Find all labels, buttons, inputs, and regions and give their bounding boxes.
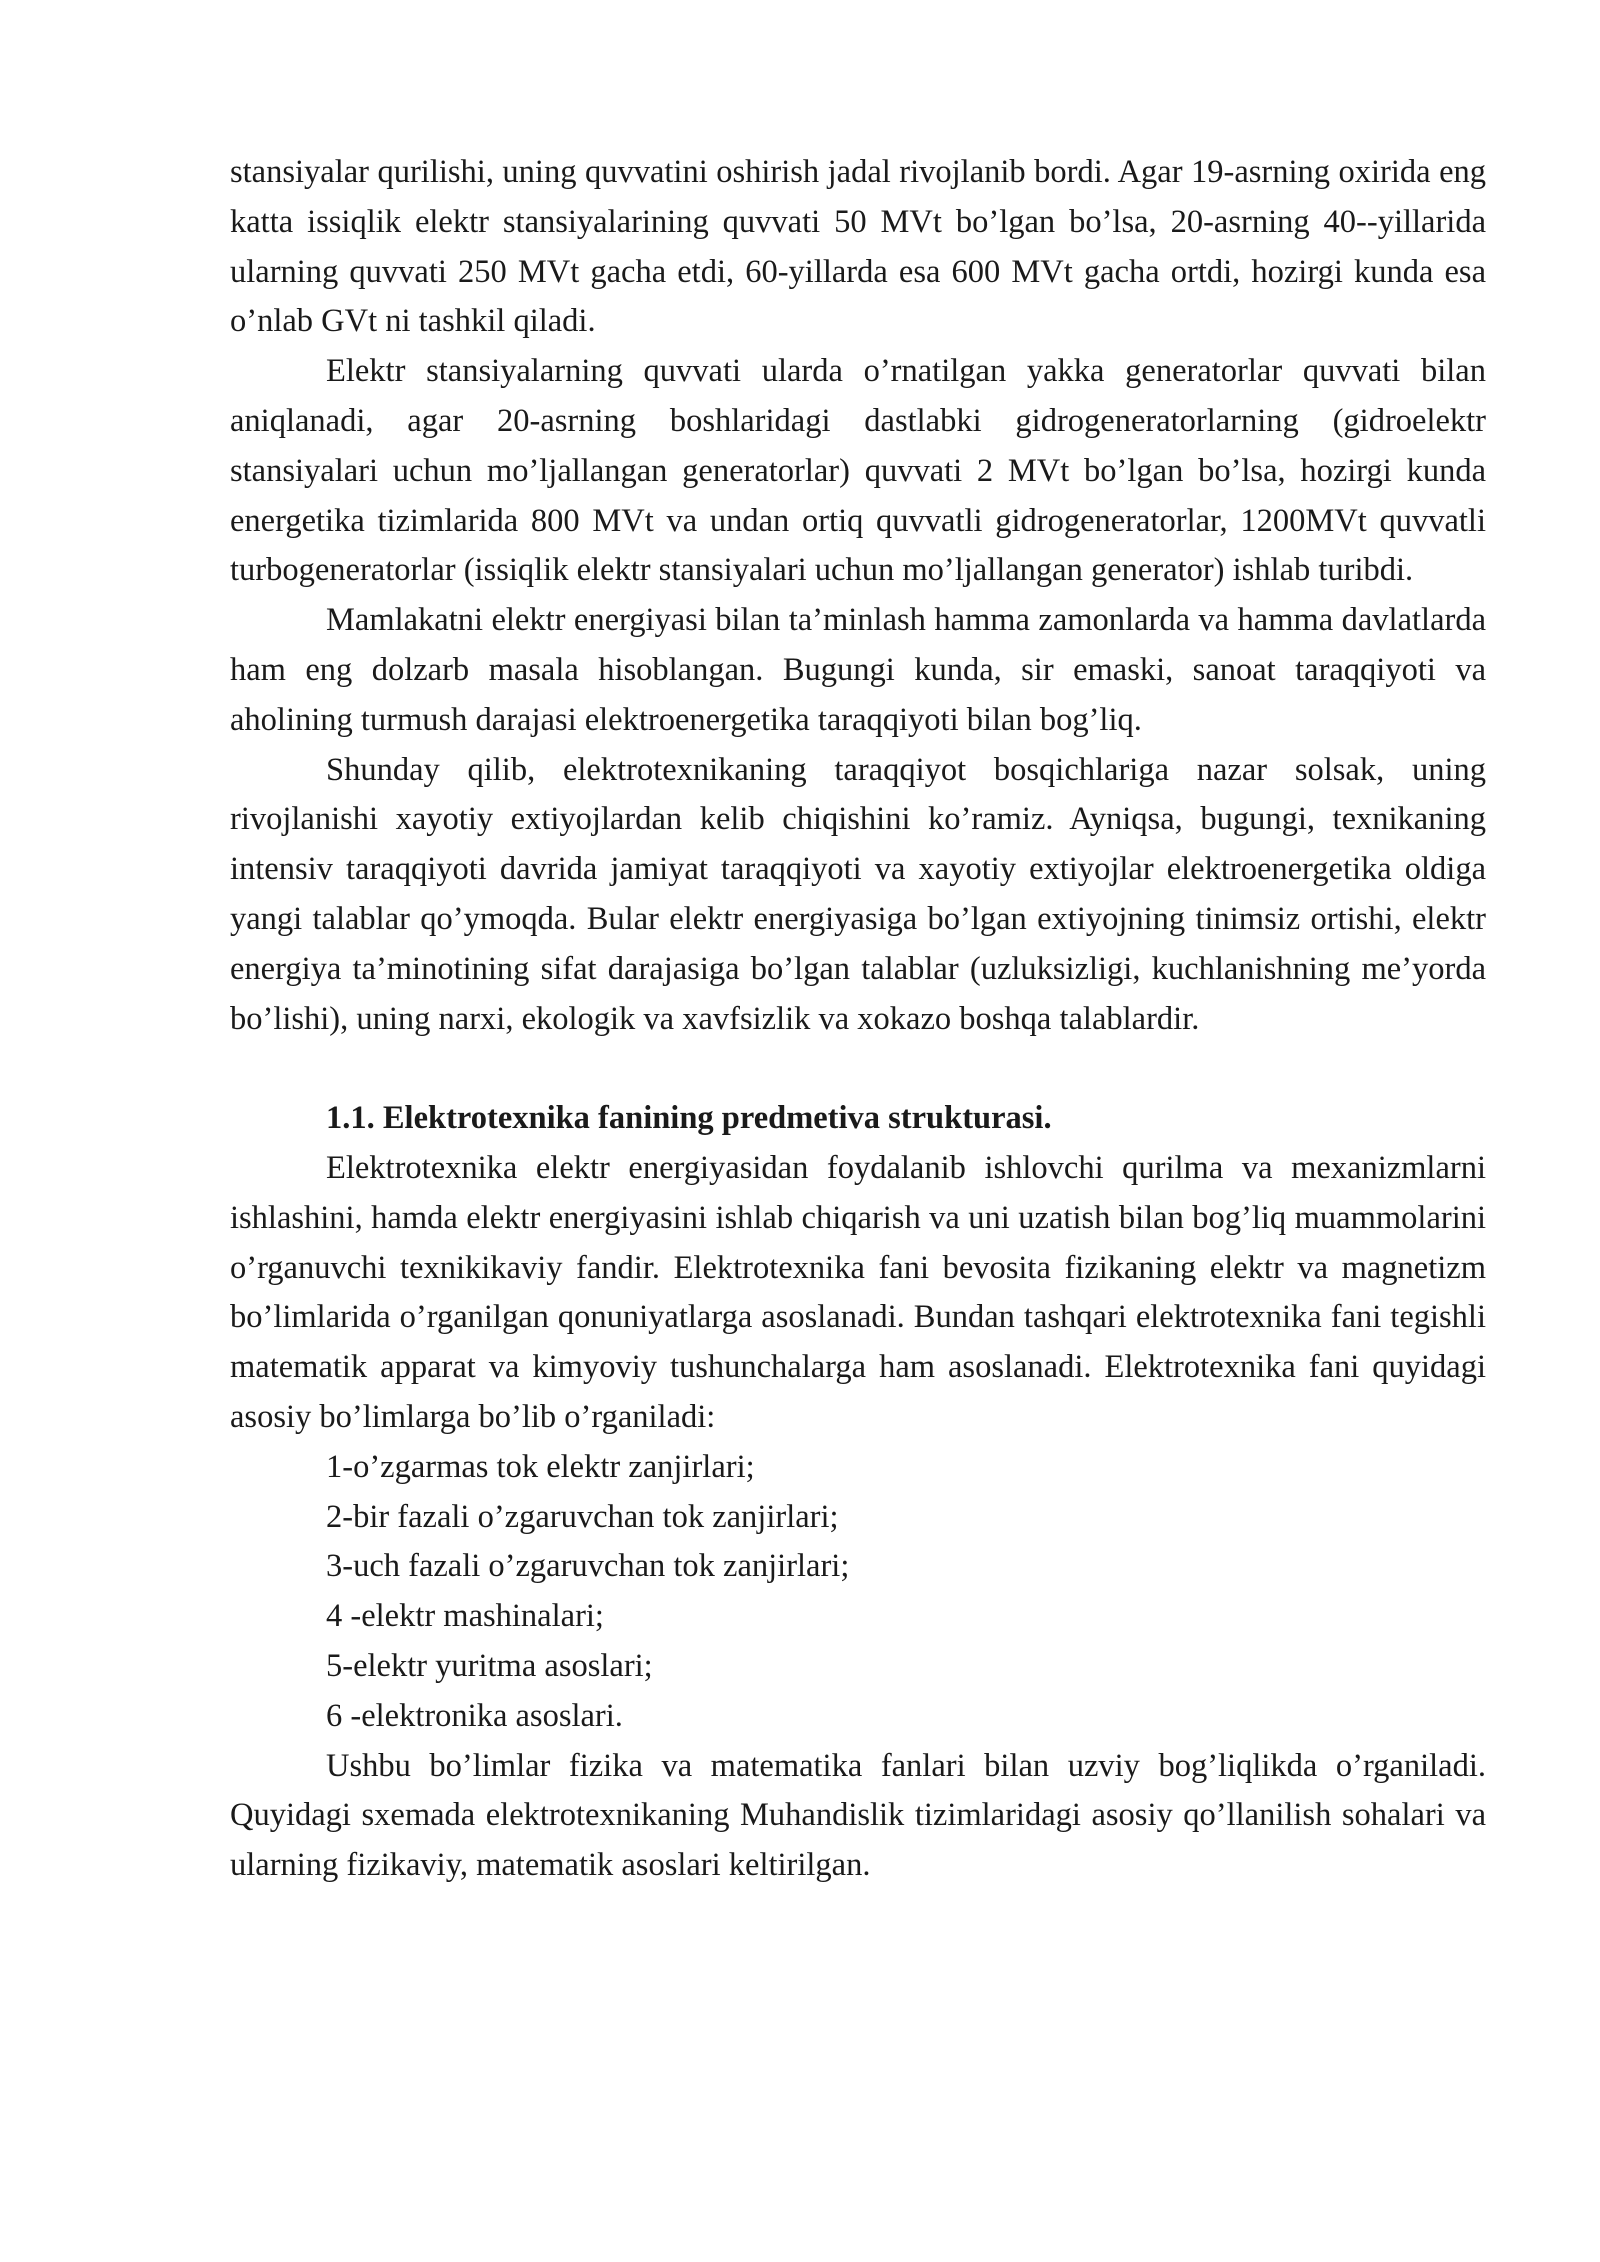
list-item: 1-o’zgarmas tok elektr zanjirlari; xyxy=(326,1448,755,1485)
document-body xyxy=(230,148,1486,1891)
paragraph-stations-growth: stansiyalar qurilishi, uning quvvatini oshirish jadal rivojlanib bordi. Agar 19-asrning oxirida eng katta issiqlik elektr stansiyalarining quvvati 50 MVt bo’lgan bo’lsa, 20-asrning 40--yillarida ularning quvvati 250 MVt gacha etdi, 60-yillarda esa 600 MVt gacha ortdi, hozirgi kunda esa o’nlab GVt ni tashkil qiladi. xyxy=(230,154,1486,340)
section-heading: 1.1. Elektrotexnika fanining predmetiva strukturasi. xyxy=(326,1100,1052,1137)
paragraph-generator-capacity: Elektr stansiyalarning quvvati ularda o’rnatilgan yakka generatorlar quvvati bilan aniqlanadi, agar 20-asrning boshlaridagi dastlabki gidrogeneratorlarning (gidroelektr stansiyalari uchun mo’ljallangan generatorlar) quvvati 2 MVt bo’lgan bo’lsa, hozirgi kunda energetika tizimlarida 800 MVt va undan ortiq quvvatli gidrogeneratorlar, 1200MVt quvvatli turbogeneratorlar (issiqlik elektr stansiyalari uchun mo’ljallangan generator) ishlab turibdi. xyxy=(230,353,1486,589)
paragraph-energy-supply: Mamlakatni elektr energiyasi bilan ta’minlash hamma zamonlarda va hamma davlatlarda ham eng dolzarb masala hisoblangan. Bugungi kunda, sir emaski, sanoat taraqqiyoti va aholining turmush darajasi elektroenergetika taraqqiyoti bilan bog’liq. xyxy=(230,602,1486,738)
list-item: 6 -elektronika asoslari. xyxy=(326,1697,623,1734)
paragraph-development-needs: Shunday qilib, elektrotexnikaning taraqqiyot bosqichlariga nazar solsak, uning rivojlanishi xayotiy extiyojlardan kelib chiqishini ko’ramiz. Ayniqsa, bugungi, texnikaning intensiv taraqqiyoti davrida jamiyat taraqqiyoti va xayotiy extiyojlar elektroenergetika oldiga yangi talablar qo’ymoqda. Bular elektr energiyasiga bo’lgan extiyojning tinimsiz ortishi, elektr energiya ta’minotining sifat darajasiga bo’lgan talablar (uzluksizligi, kuchlanishning me’yorda bo’lishi), uning narxi, ekologik va xavfsizlik va xokazo boshqa talablardir. xyxy=(230,751,1486,1037)
list-item: 5-elektr yuritma asoslari; xyxy=(326,1647,653,1684)
topics-list xyxy=(230,1443,1486,1742)
list-item: 2-bir fazali o’zgaruvchan tok zanjirlari; xyxy=(326,1498,839,1535)
list-item: 4 -elektr mashinalari; xyxy=(326,1598,604,1635)
paragraph-closing: Ushbu bo’limlar fizika va matematika fanlari bilan uzviy bog’liqlikda o’rganiladi. Quyidagi sxemada elektrotexnikaning Muhandislik tizimlaridagi asosiy qo’llanilish sohalari va ularning fizikaviy, matematik asoslari keltirilgan. xyxy=(230,1747,1486,1884)
paragraph-section-intro: Elektrotexnika elektr energiyasidan foydalanib ishlovchi qurilma va mexanizmlarni ishlashini, hamda elektr energiyasini ishlab chiqarish va uni uzatish bilan bog’liq muammolarini o’rganuvchi texnikikaviy fandir. Elektrotexnika fani bevosita fizikaning elektr va magnetizm bo’limlarida o’rganilgan qonuniyatlarga asoslanadi. Bundan tashqari elektrotexnika fani tegishli matematik apparat va kimyoviy tushunchalarga ham asoslanadi. Elektrotexnika fani quyidagi asosiy bo’limlarga bo’lib o’rganiladi: xyxy=(230,1149,1486,1435)
list-item: 3-uch fazali o’zgaruvchan tok zanjirlari; xyxy=(326,1548,850,1585)
